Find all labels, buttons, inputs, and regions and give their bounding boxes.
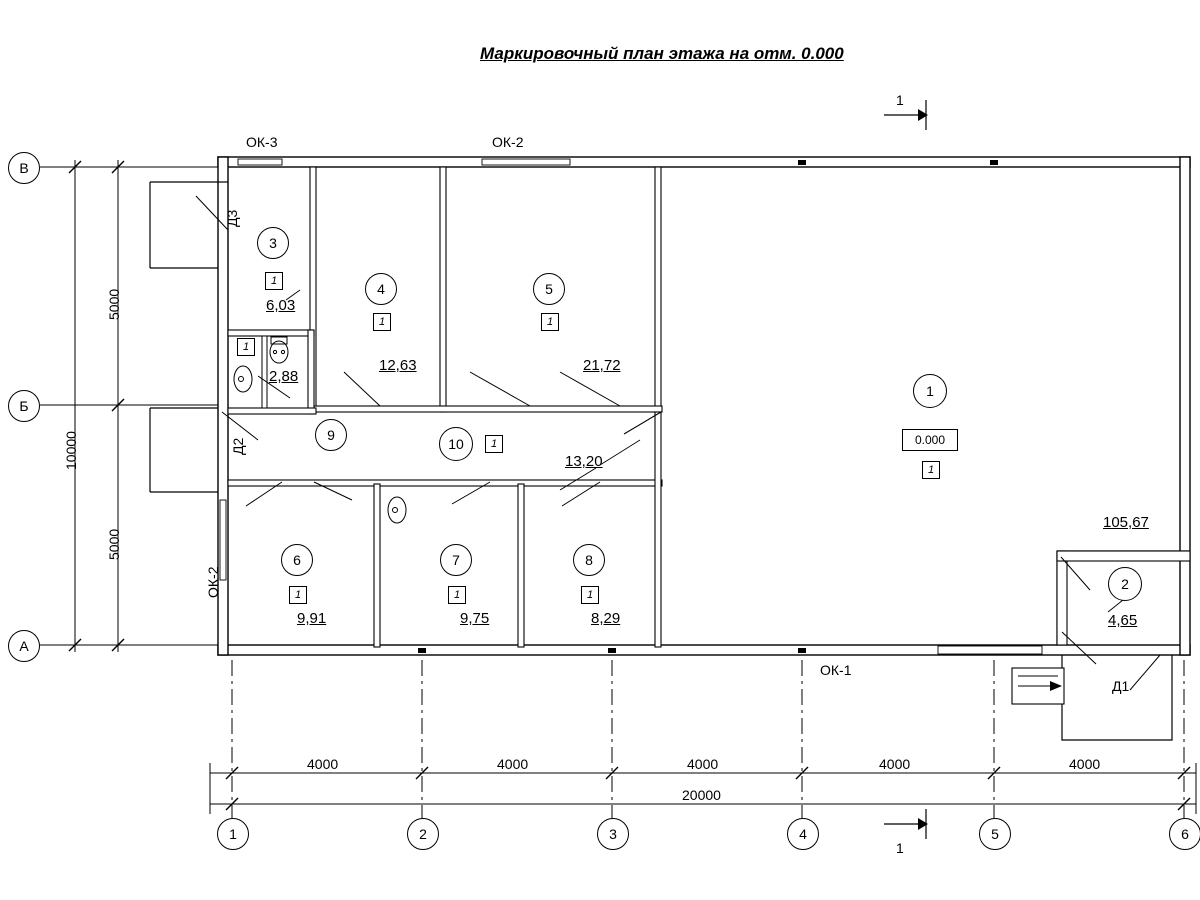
dimension-vertical-1: 5000	[106, 288, 122, 320]
dimension-horizontal-1: 4000	[307, 756, 339, 772]
room-area-5: 21,72	[583, 357, 621, 374]
axis-bubble-h-4[interactable]: 4	[787, 818, 819, 850]
dimension-horizontal-3: 4000	[687, 756, 719, 772]
page-title: Маркировочный план этажа на отм. 0.000	[480, 44, 844, 63]
window-label-ok1: ОК-1	[820, 662, 852, 678]
axis-bubble-v-2[interactable]: Б	[8, 390, 40, 422]
room-area-7: 9,75	[460, 610, 490, 627]
window-label-ok3: ОК-3	[246, 134, 278, 150]
room-number-2: 2	[1108, 567, 1142, 601]
room-number-6: 6	[281, 544, 313, 576]
dimension-horizontal-2: 4000	[497, 756, 529, 772]
section-mark-bottom-label: 1	[896, 840, 904, 856]
room-area-4: 12,63	[379, 357, 417, 374]
room-area-9: 2,88	[269, 368, 299, 385]
axis-bubble-h-3[interactable]: 3	[597, 818, 629, 850]
door-label-d3: Д3	[224, 209, 240, 227]
dimension-vertical-total: 10000	[63, 431, 79, 470]
dimension-vertical-2: 5000	[106, 528, 122, 560]
section-mark-top-label: 1	[896, 92, 904, 108]
room-elevation-1: 0.000	[902, 429, 958, 451]
door-label-d2: Д2	[230, 437, 246, 455]
room-number-7: 7	[440, 544, 472, 576]
room-number-1: 1	[913, 374, 947, 408]
dimension-horizontal-5: 4000	[1069, 756, 1101, 772]
room-category-6: 1	[289, 586, 307, 604]
room-number-4: 4	[365, 273, 397, 305]
axis-bubble-h-1[interactable]: 1	[217, 818, 249, 850]
door-label-d1: Д1	[1112, 678, 1130, 694]
room-number-5: 5	[533, 273, 565, 305]
axis-bubble-h-2[interactable]: 2	[407, 818, 439, 850]
window-label-ok2-top: ОК-2	[492, 134, 524, 150]
room-area-6: 9,91	[297, 610, 327, 627]
room-number-9: 9	[315, 419, 347, 451]
room-category-4: 1	[373, 313, 391, 331]
room-category-9: 1	[237, 338, 255, 356]
room-area-8: 8,29	[591, 610, 621, 627]
room-number-10: 10	[439, 427, 473, 461]
room-category-5: 1	[541, 313, 559, 331]
room-category-1: 1	[922, 461, 940, 479]
axis-bubble-v-3[interactable]: А	[8, 630, 40, 662]
room-category-3: 1	[265, 272, 283, 290]
room-area-3: 6,03	[266, 297, 296, 314]
room-category-8: 1	[581, 586, 599, 604]
room-category-10: 1	[485, 435, 503, 453]
window-label-ok2-left: ОК-2	[205, 566, 221, 598]
room-number-8: 8	[573, 544, 605, 576]
room-area-10: 13,20	[565, 453, 603, 470]
room-number-3: 3	[257, 227, 289, 259]
room-category-7: 1	[448, 586, 466, 604]
axis-bubble-h-5[interactable]: 5	[979, 818, 1011, 850]
room-area-1: 105,67	[1103, 514, 1149, 531]
dimension-horizontal-total: 20000	[682, 787, 721, 803]
room-area-2: 4,65	[1108, 612, 1138, 629]
axis-bubble-v-1[interactable]: В	[8, 152, 40, 184]
dimension-horizontal-4: 4000	[879, 756, 911, 772]
axis-bubble-h-6[interactable]: 6	[1169, 818, 1200, 850]
